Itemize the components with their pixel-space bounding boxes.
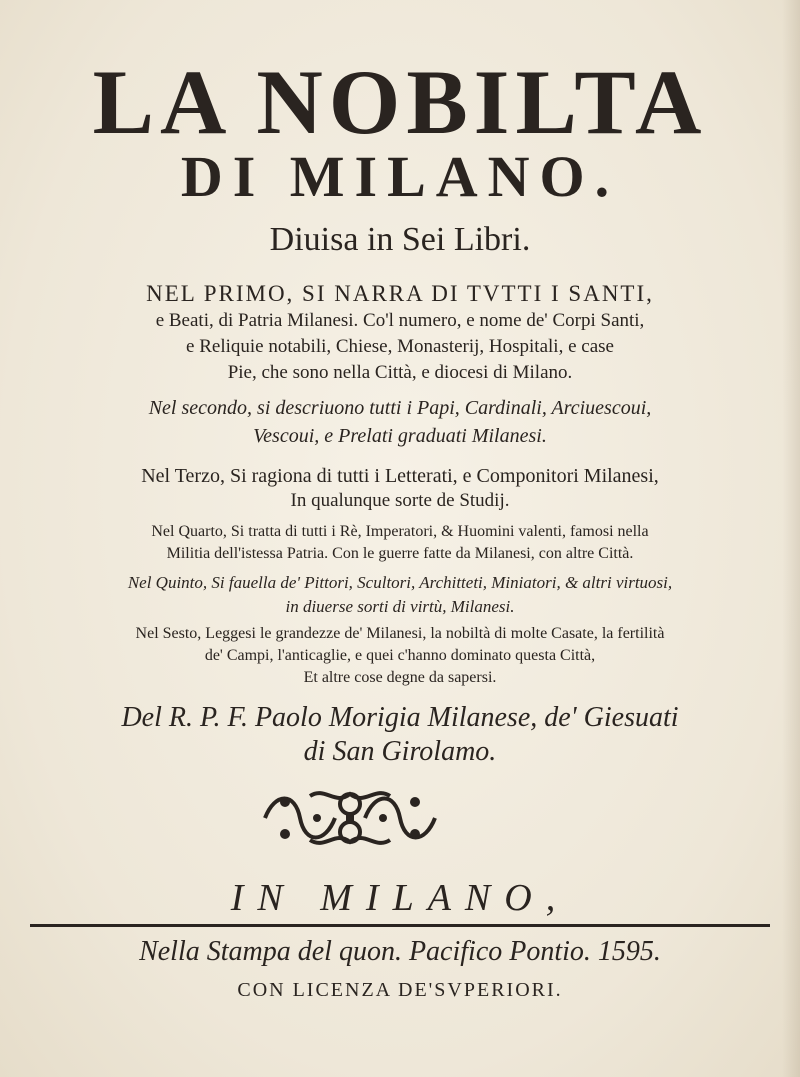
book1-line-1: NEL PRIMO, SI NARRA DI TVTTI I SANTI,	[146, 281, 654, 306]
author-line-1: Del R. P. F. Paolo Morigia Milanese, de' Giesuati	[121, 702, 679, 733]
book6-line-3: Et altre cose degne da sapersi.	[303, 669, 497, 686]
book2-line-2: Vescoui, e Prelati graduati Milanesi.	[253, 425, 547, 447]
book1-line-2: e Beati, di Patria Milanesi. Co'l numero, e nome de' Corpi Santi,	[155, 310, 645, 331]
book6-line-1: Nel Sesto, Leggesi le grandezze de' Milanesi, la nobiltà di molte Casate, la fertilità	[135, 625, 665, 642]
book6-line-2: de' Campi, l'anticaglie, e quei c'hanno dominato questa Città,	[204, 647, 596, 664]
author-line-2: di San Girolamo.	[303, 736, 497, 767]
book4-line-2: Militia dell'istessa Patria. Con le guerre fatte da Milanesi, con altre Città.	[166, 545, 634, 562]
book3-line-1: Nel Terzo, Si ragiona di tutti i Letterati, e Componitori Milanesi,	[141, 465, 659, 487]
book3-line-2: In qualunque sorte de Studij.	[290, 490, 510, 511]
book4-line-1: Nel Quarto, Si tratta di tutti i Rè, Imperatori, & Huomini valenti, famosi nella	[151, 523, 649, 540]
imprint-city: IN MILANO,	[230, 877, 570, 919]
page-edge-shadow	[782, 0, 800, 1077]
book2-line-1: Nel secondo, si descriuono tutti i Papi, Cardinali, Arciuescoui,	[148, 397, 652, 419]
subtitle: Diuisa in Sei Libri.	[269, 221, 531, 258]
book1-line-3: e Reliquie notabili, Chiese, Monasterij, Hospitali, e case	[186, 336, 614, 357]
title-line-2: DI MILANO.	[180, 144, 620, 209]
imprint-rule	[30, 924, 770, 927]
book5-line-1: Nel Quinto, Si fauella de' Pittori, Scultori, Architteti, Miniatori, & altri virtuosi,	[127, 573, 673, 592]
book5-line-2: in diuerse sorti di virtù, Milanesi.	[285, 597, 515, 616]
imprint-printer: Nella Stampa del quon. Pacifico Pontio. 1595.	[139, 936, 661, 967]
imprint-license: CON LICENZA DE'SVPERIORI.	[237, 979, 563, 1001]
title-line-1: LA NOBILTA	[92, 51, 708, 153]
printer-ornament-icon	[255, 782, 445, 854]
book1-line-4: Pie, che sono nella Città, e diocesi di Milano.	[227, 362, 573, 383]
